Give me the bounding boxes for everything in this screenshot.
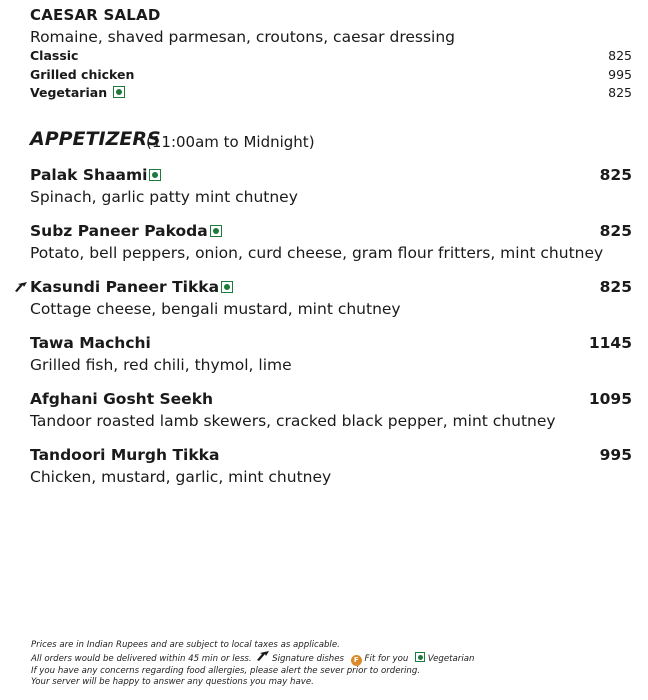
caesar-option-row <box>30 85 632 100</box>
menu-item-description: Grilled fish, red chili, thymol, lime <box>30 356 292 374</box>
menu-item-name: Afghani Gosht Seekh <box>30 390 214 408</box>
veg-icon <box>210 225 222 237</box>
menu-item <box>30 390 632 430</box>
veg-icon <box>113 86 125 98</box>
veg-icon <box>149 169 161 181</box>
menu-item-name-row <box>30 166 632 184</box>
menu-item-description: Tandoor roasted lamb skewers, cracked black pepper, mint chutney <box>30 412 556 430</box>
veg-icon <box>415 652 425 662</box>
menu-item-price: 1095 <box>588 390 632 408</box>
menu-item <box>30 446 632 486</box>
caesar-option-label: Vegetarian <box>30 85 108 100</box>
caesar-option-price: 995 <box>608 67 632 82</box>
menu-item <box>30 222 632 262</box>
menu-item-name-row <box>30 278 632 296</box>
menu-item-name-row <box>30 222 632 240</box>
caesar-salad-description: Romaine, shaved parmesan, croutons, caesar dressing <box>30 28 456 46</box>
caesar-option-price: 825 <box>608 85 632 100</box>
menu-item-name: Tawa Machchi <box>30 334 151 352</box>
signature-icon <box>15 282 27 292</box>
menu-item-description: Spinach, garlic patty mint chutney <box>30 188 298 206</box>
section-hours-note: (11:00am to Midnight) <box>146 133 315 151</box>
footer-line-server: Your server will be happy to answer any questions you may have. <box>31 677 314 687</box>
section-title-appetizers: APPETIZERS <box>30 128 161 150</box>
caesar-option-label: Grilled chicken <box>30 67 135 82</box>
caesar-option-label: Classic <box>30 48 79 63</box>
footer-notes <box>31 640 474 688</box>
footer-delivery-text: All orders would be delivered within 45 min or less. <box>31 654 252 664</box>
caesar-option-row <box>30 67 632 82</box>
caesar-salad-title: CAESAR SALAD <box>30 6 161 24</box>
menu-item-name: Tandoori Murgh Tikka <box>30 446 220 464</box>
menu-item-name: Subz Paneer Pakoda <box>30 222 208 240</box>
legend-veg-label: Vegetarian <box>427 654 475 664</box>
footer-line-allergy: If you have any concerns regarding food allergies, please alert the sever prior to ordering. <box>31 666 421 676</box>
caesar-option-row <box>30 48 632 63</box>
veg-icon <box>221 281 233 293</box>
menu-item <box>30 278 632 318</box>
signature-icon <box>257 651 269 661</box>
menu-item-description: Potato, bell peppers, onion, curd cheese, gram flour fritters, mint chutney <box>30 244 604 262</box>
menu-item-name: Palak Shaami <box>30 166 148 184</box>
fit-for-you-icon: F <box>351 655 362 666</box>
menu-item-price: 1145 <box>588 334 632 352</box>
legend-signature-label: Signature dishes <box>272 654 345 664</box>
menu-item-price: 825 <box>599 222 632 240</box>
menu-item-description: Chicken, mustard, garlic, mint chutney <box>30 468 332 486</box>
legend-fit-label: Fit for you <box>364 654 409 664</box>
footer-line-prices: Prices are in Indian Rupees and are subject to local taxes as applicable. <box>31 640 340 650</box>
footer-line-legend <box>31 651 474 666</box>
menu-item-price: 825 <box>599 278 632 296</box>
caesar-option-price: 825 <box>608 48 632 63</box>
menu-item-price: 995 <box>599 446 632 464</box>
menu-item <box>30 166 632 206</box>
menu-item-name: Kasundi Paneer Tikka <box>30 278 220 296</box>
menu-item-description: Cottage cheese, bengali mustard, mint chutney <box>30 300 401 318</box>
menu-item-price: 825 <box>599 166 632 184</box>
menu-item <box>30 334 632 374</box>
